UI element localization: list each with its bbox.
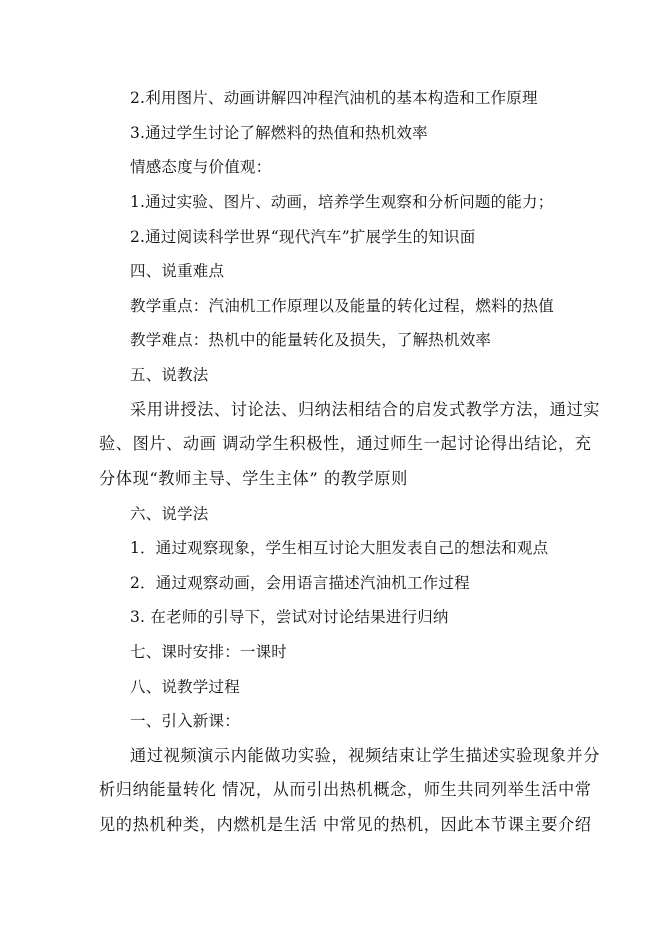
paragraph-method-line-2: 验、图片、动画 调动学生积极性，通过师生一起讨论得出结论，充: [99, 434, 592, 453]
text-line-learning-3: 3. 在老师的引导下，尝试对讨论结果进行归纳: [130, 608, 449, 626]
text-line-emotion-1: 1.通过实验、图片、动画，培养学生观察和分析问题的能力；: [130, 193, 554, 211]
text-line-key-point: 教学重点：汽油机工作原理以及能量的转化过程，燃料的热值: [130, 297, 554, 315]
text-line-learning-2: 2．通过观察动画，会用语言描述汽油机工作过程: [130, 574, 470, 592]
heading-emotion-values: 情感态度与价值观：: [130, 158, 272, 176]
section-heading-class-hours: 七、课时安排：一课时: [130, 643, 288, 661]
subheading-introduce-lesson: 一、引入新课：: [130, 712, 240, 730]
paragraph-intro-line-1: 通过视频演示内能做功实验，视频结束让学生描述实验现象并分: [130, 746, 601, 765]
paragraph-intro-line-2: 析归纳能量转化 情况，从而引出热机概念，师生共同列举生活中常: [99, 780, 592, 799]
text-line-emotion-2: 2.通过阅读科学世界“现代汽车”扩展学生的知识面: [130, 228, 476, 246]
section-heading-learning-method: 六、说学法: [130, 505, 209, 523]
text-line-difficult-point: 教学难点：热机中的能量转化及损失，了解热机效率: [130, 331, 492, 349]
paragraph-method-line-1: 采用讲授法、讨论法、归纳法相结合的启发式教学方法，通过实: [130, 400, 601, 419]
text-line-learning-1: 1．通过观察现象，学生相互讨论大胆发表自己的想法和观点: [130, 539, 549, 557]
text-line-objective-2: 2.利用图片、动画讲解四冲程汽油机的基本构造和工作原理: [130, 89, 538, 107]
paragraph-method-line-3: 分体现“教师主导、学生主体” 的教学原则: [99, 469, 408, 488]
paragraph-intro-line-3: 见的热机种类，内燃机是生活 中常见的热机，因此本节课主要介绍: [99, 815, 592, 834]
section-heading-teaching-method: 五、说教法: [130, 366, 209, 384]
text-line-objective-3: 3.通过学生讨论了解燃料的热值和热机效率: [130, 124, 428, 142]
section-heading-key-points: 四、说重难点: [130, 262, 225, 280]
section-heading-teaching-process: 八、说教学过程: [130, 678, 240, 696]
